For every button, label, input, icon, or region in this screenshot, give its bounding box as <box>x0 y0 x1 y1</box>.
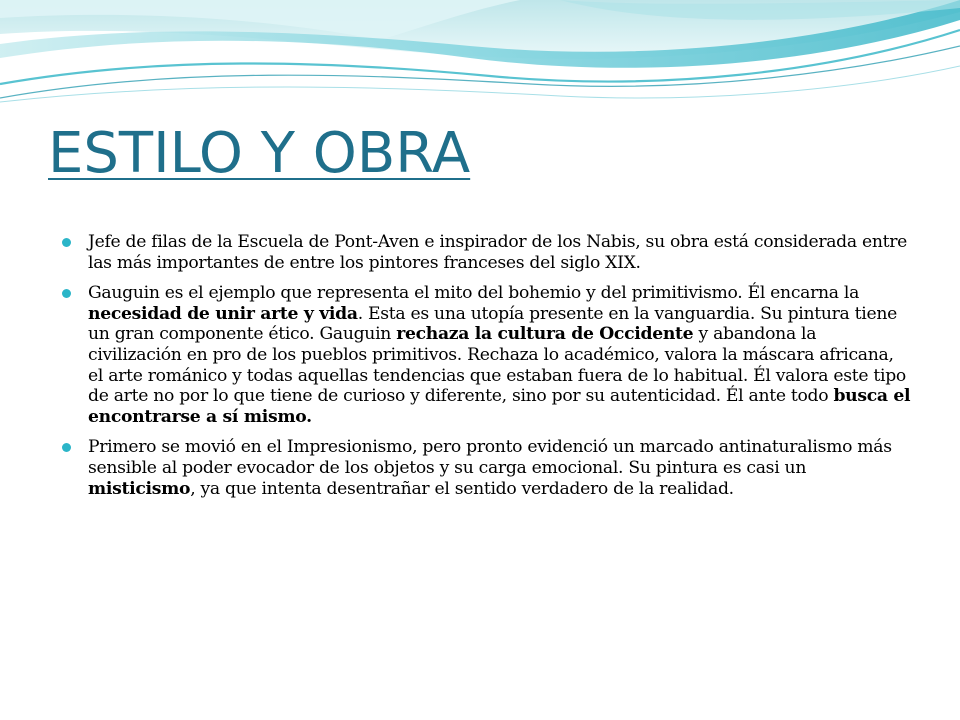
text-segment: , ya que intenta desentrañar el sentido verdadero de la realidad. <box>190 478 734 499</box>
emphasis-text: busca el encontrarse a sí mismo. <box>88 386 911 427</box>
emphasis-text: misticismo <box>88 478 191 499</box>
text-segment: Primero se movió en el Impresionismo, pero pronto evidenció un marcado antinaturalismo más sensible al poder evocador de los objetos y su carga emocional. Su pintura es casi un <box>88 437 892 478</box>
text-segment: Jefe de filas de la Escuela de Pont-Aven e inspirador de los Nabis, su obra está considerada entre las más importantes de entre los pintores franceses del siglo XIX. <box>88 232 908 273</box>
bullet-list <box>62 232 912 509</box>
decorative-wave-header <box>0 0 960 130</box>
list-item <box>62 232 912 273</box>
bullet-icon <box>62 238 71 247</box>
list-item <box>62 283 912 427</box>
page-title: ESTILO Y OBRA <box>48 121 471 186</box>
text-segment: Gauguin es el ejemplo que representa el mito del bohemio y del primitivismo. Él encarna la <box>88 283 860 304</box>
text-segment: y abandona la civilización en pro de los pueblos primitivos. Rechaza lo académico, valora la máscara africana, el arte románico y todas aquellas tendencias que estaban fuera de lo habitual. Él valora este tipo de arte no por lo que tiene de curioso y diferente, sino por su autenticidad. Él ante todo <box>88 324 906 407</box>
bullet-icon <box>62 443 71 452</box>
bullet-text <box>88 283 910 427</box>
text-segment: . Esta es una utopía presente en la vanguardia. Su pintura tiene un gran componente ético. Gauguin <box>88 303 897 345</box>
bullet-text <box>88 232 907 273</box>
emphasis-text: rechaza la cultura de Occidente <box>396 324 694 345</box>
emphasis-text: necesidad de unir arte y vida <box>88 303 358 324</box>
bullet-text <box>88 437 892 498</box>
list-item <box>62 437 912 499</box>
bullet-icon <box>62 289 71 298</box>
